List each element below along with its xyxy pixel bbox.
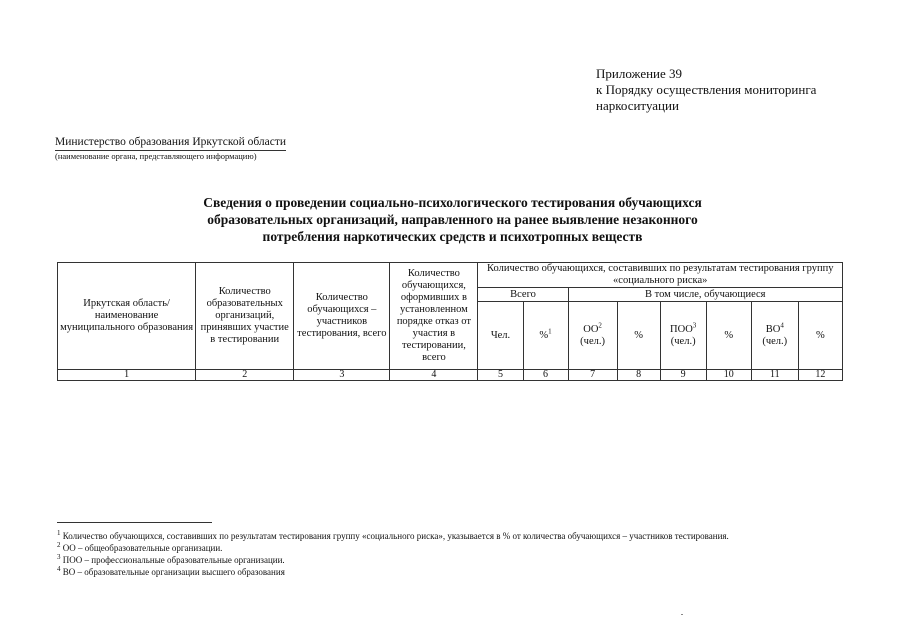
ministry-note: (наименование органа, представляющего информацию) (55, 151, 257, 161)
header-participants: Количество обучающихся – участников тестирования, всего (294, 263, 390, 370)
header-org-count: Количество образовательных организаций, принявших участие в тестировании (196, 263, 294, 370)
header-vo-percent: % (798, 302, 842, 370)
header-risk-group: Количество обучающихся, составивших по результатам тестирования группу «социального риска» (478, 263, 843, 288)
title-line3: потребления наркотических средств и психотропных веществ (262, 229, 643, 244)
col-number: 5 (478, 370, 523, 381)
column-numbers-row (58, 370, 843, 381)
header-region: Иркутская область/ наименование муниципального образования (58, 263, 196, 370)
footnote-3: $^3$ ПОО – профессиональные образовательные организации. (57, 553, 285, 565)
document-title (60, 194, 845, 245)
footnote-1: $^1$ Количество обучающихся, составивших по результатам тестирования группу «социального риска», указывается в % от количества обучающихся – участников тестирования. (57, 529, 729, 541)
appendix-line2: к Порядку осуществления мониторинга (596, 82, 817, 97)
col-number: 2 (196, 370, 294, 381)
col-number: 10 (706, 370, 751, 381)
header-poo-percent: % (706, 302, 751, 370)
appendix-header (596, 66, 816, 114)
title-line1: Сведения о проведении социально-психологического тестирования обучающихся (203, 195, 702, 210)
appendix-line1: Приложение 39 (596, 66, 683, 81)
col-number: 1 (58, 370, 196, 381)
col-number: 12 (798, 370, 842, 381)
header-including: В том числе, обучающиеся (568, 288, 842, 302)
footnote-divider (57, 522, 212, 523)
header-total: Всего (478, 288, 568, 302)
scan-speck (681, 614, 683, 615)
col-number: 3 (294, 370, 390, 381)
footnotes (57, 530, 843, 578)
title-line2: образовательных организаций, направленного на ранее выявление незаконного (207, 212, 698, 227)
col-number: 9 (660, 370, 706, 381)
header-oo-percent: % (617, 302, 660, 370)
header-refusals: Количество обучающихся, оформивших в установленном порядке отказ от участия в тестировании, всего (390, 263, 478, 370)
col-number: 4 (390, 370, 478, 381)
report-table (57, 262, 843, 381)
header-poo: ПОО$^3$ (чел.) (660, 302, 706, 370)
header-oo: $ОО^2$ (чел.) (568, 302, 617, 370)
footnote-4: $^4$ ВО – образовательные организации высшего образования (57, 565, 285, 577)
header-percent-total: %$^1$ (523, 302, 568, 370)
footnote-2: $^2$ ОО – общеобразовательные организации. (57, 541, 223, 553)
header-vo: $ВО^4$ (чел.) (751, 302, 798, 370)
col-number: 6 (523, 370, 568, 381)
ministry-name: Министерство образования Иркутской области (55, 136, 286, 151)
col-number: 7 (568, 370, 617, 381)
col-number: 8 (617, 370, 660, 381)
col-number: 11 (751, 370, 798, 381)
header-persons: Чел. (478, 302, 523, 370)
appendix-line3: наркоситуации (596, 98, 679, 113)
